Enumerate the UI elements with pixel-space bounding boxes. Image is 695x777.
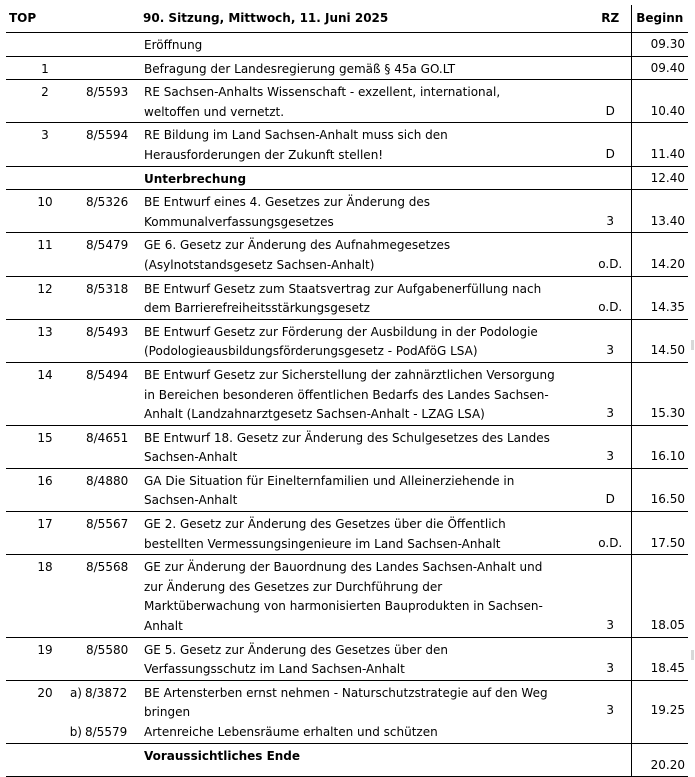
item-line: Kommunalverfassungsgesetzes	[144, 214, 334, 229]
item-line: GE 6. Gesetz zur Änderung des Aufnahmegesetzes	[144, 238, 451, 253]
begin-time: 12.40	[631, 166, 688, 190]
agenda-row	[6, 319, 688, 362]
item-line: weltoffen und vernetzt.	[144, 104, 285, 119]
item-line: Marktüberwachung von harmonisierten Bauprodukten in Sachsen-	[144, 599, 543, 614]
top-number: 14	[6, 362, 84, 425]
rz-value: o.D.	[590, 276, 631, 319]
item-line: Verfassungsschutz im Land Sachsen-Anhalt	[144, 662, 405, 677]
rz-value: 3	[590, 319, 631, 362]
agenda-item-text	[140, 319, 590, 362]
agenda-row	[6, 56, 688, 80]
top-number: 15	[6, 425, 84, 468]
header-rz: RZ	[590, 5, 631, 33]
agenda-item-text	[140, 637, 590, 680]
item-line: GE zur Änderung der Bauordnung des Landes Sachsen-Anhalt und	[144, 560, 543, 575]
begin-time: 16.50	[631, 468, 688, 511]
begin-time: 15.30	[631, 362, 688, 425]
agenda-row	[6, 425, 688, 468]
drucksache-number	[84, 166, 140, 190]
agenda-row	[6, 123, 688, 166]
drucksache-number: 8/5567	[84, 512, 140, 555]
drucksache-number: 8/5593	[84, 80, 140, 123]
agenda-row	[6, 362, 688, 425]
top-number: 20	[6, 680, 84, 743]
rz-value: 3	[590, 555, 631, 637]
agenda-row	[6, 33, 688, 57]
begin-time: 10.40	[631, 80, 688, 123]
agenda-row-top-20	[6, 680, 688, 743]
drucksache-number: 8/5594	[84, 123, 140, 166]
rz-value: o.D.	[590, 512, 631, 555]
agenda-table	[6, 5, 688, 777]
item-line: Befragung der Landesregierung gemäß § 45a GO.LT	[144, 61, 456, 76]
rz-value	[590, 166, 631, 190]
agenda-row	[6, 637, 688, 680]
begin-time: 13.40	[631, 190, 688, 233]
item-line: GE 5. Gesetz zur Änderung des Gesetzes über den	[144, 642, 448, 657]
agenda-row	[6, 233, 688, 276]
item-line: BE Artensterben ernst nehmen - Naturschutzstrategie auf den Weg	[144, 685, 548, 700]
agenda-item-text	[140, 680, 590, 743]
item-line: Anhalt (Landzahnarztgesetz Sachsen-Anhalt - LZAG LSA)	[144, 407, 485, 422]
drucksache-number: 8/5568	[84, 555, 140, 637]
item-line: Anhalt	[144, 619, 183, 634]
sub-item-label: a)	[69, 685, 82, 700]
rz-value: 3	[590, 425, 631, 468]
agenda-body	[6, 33, 688, 777]
item-line: zur Änderung des Gesetzes zur Durchführung der	[144, 579, 443, 594]
agenda-row	[6, 276, 688, 319]
rz-value: D	[590, 123, 631, 166]
sub-item-label: b)	[69, 725, 82, 739]
rz-value: 3	[590, 190, 631, 233]
agenda-row	[6, 555, 688, 637]
rz-value: D	[590, 80, 631, 123]
item-line: Artenreiche Lebensräume erhalten und schützen	[144, 725, 438, 739]
begin-time: 14.20	[631, 233, 688, 276]
drucksache-number: 8/5579	[85, 725, 128, 739]
top-number: 11	[6, 233, 84, 276]
drucksache-number: 8/4651	[84, 425, 140, 468]
begin-time: 19.25	[631, 680, 688, 743]
top-number: 16	[6, 468, 84, 511]
drucksache-number: 8/5318	[84, 276, 140, 319]
item-line: dem Barrierefreiheitsstärkungsgesetz	[144, 301, 370, 316]
rz-value	[590, 56, 631, 80]
begin-time: 17.50	[631, 512, 688, 555]
item-line: GE 2. Gesetz zur Änderung des Gesetzes über die Öffentlich	[144, 517, 506, 532]
item-line: bringen	[144, 705, 191, 720]
agenda-row	[6, 468, 688, 511]
header-row	[6, 5, 688, 33]
item-line: BE Entwurf eines 4. Gesetzes zur Änderung des	[144, 195, 431, 210]
rz-value: D	[590, 468, 631, 511]
item-line: (Podologieausbildungsförderungsgesetz - PodAföG LSA)	[144, 344, 478, 359]
agenda-row	[6, 190, 688, 233]
item-line: BE Entwurf Gesetz zum Staatsvertrag zur Aufgabenerfüllung nach	[144, 281, 542, 296]
session-title: 90. Sitzung, Mittwoch, 11. Juni 2025	[140, 5, 590, 33]
drucksache-number: 8/5580	[84, 637, 140, 680]
agenda-item-text	[140, 166, 590, 190]
begin-time: 11.40	[631, 123, 688, 166]
item-line: (Asylnotstandsgesetz Sachsen-Anhalt)	[144, 257, 375, 272]
agenda-item-text	[140, 362, 590, 425]
top-number: 3	[6, 123, 84, 166]
drucksache-number: 8/5493	[84, 319, 140, 362]
scroll-marker	[691, 650, 694, 660]
top-number: 2	[6, 80, 84, 123]
agenda-item-text	[140, 190, 590, 233]
begin-time: 18.45	[631, 637, 688, 680]
begin-time: 14.35	[631, 276, 688, 319]
item-line: Unterbrechung	[144, 171, 247, 186]
agenda-item-text	[140, 233, 590, 276]
item-line: Herausforderungen der Zukunft stellen!	[144, 147, 384, 162]
top-number: 19	[6, 637, 84, 680]
drucksache-number: 8/3872	[85, 685, 128, 700]
end-row	[6, 743, 688, 777]
drucksache-number: 8/4880	[84, 468, 140, 511]
drucksache-number: 8/5479	[84, 233, 140, 276]
top-number: 13	[6, 319, 84, 362]
drucksache-number	[84, 33, 140, 57]
item-line: in Bereichen besonderen öffentlichen Bedarfs des Landes Sachsen-	[144, 387, 549, 402]
rz-value: 3	[590, 362, 631, 425]
agenda-item-text	[140, 468, 590, 511]
begin-time: 18.05	[631, 555, 688, 637]
header-top: TOP	[6, 5, 84, 33]
item-line: RE Sachsen-Anhalts Wissenschaft - exzellent, international,	[144, 85, 501, 100]
agenda-item-text	[140, 123, 590, 166]
item-line: Eröffnung	[144, 38, 203, 52]
agenda-item-text	[140, 80, 590, 123]
top-number: 1	[6, 56, 84, 80]
rz-value: 3	[590, 680, 631, 743]
item-line: RE Bildung im Land Sachsen-Anhalt muss sich den	[144, 128, 448, 143]
agenda-item-text	[140, 276, 590, 319]
agenda-row	[6, 512, 688, 555]
end-label: Voraussichtliches Ende	[140, 743, 590, 777]
scroll-marker	[691, 340, 694, 350]
item-line: bestellten Vermessungsingenieure im Land Sachsen-Anhalt	[144, 536, 501, 551]
item-line: BE Entwurf 18. Gesetz zur Änderung des Schulgesetzes des Landes	[144, 430, 550, 445]
end-time: 20.20	[631, 743, 688, 777]
begin-time: 09.30	[631, 33, 688, 57]
agenda-item-text	[140, 56, 590, 80]
header-begin: Beginn	[631, 5, 688, 33]
begin-time: 09.40	[631, 56, 688, 80]
item-line: GA Die Situation für Einelternfamilien und Alleinerziehende in	[144, 473, 515, 488]
agenda-row	[6, 80, 688, 123]
agenda-item-text	[140, 512, 590, 555]
item-line: Sachsen-Anhalt	[144, 450, 238, 465]
rz-value	[590, 33, 631, 57]
item-line: BE Entwurf Gesetz zur Förderung der Ausbildung in der Podologie	[144, 324, 538, 339]
begin-time: 16.10	[631, 425, 688, 468]
item-line: Sachsen-Anhalt	[144, 493, 238, 508]
drucksache-number: 8/5494	[84, 362, 140, 425]
top-number: 10	[6, 190, 84, 233]
rz-value: 3	[590, 637, 631, 680]
drucksache-number	[84, 56, 140, 80]
drucksache-number: 8/5326	[84, 190, 140, 233]
agenda-item-text	[140, 425, 590, 468]
top-number: 12	[6, 276, 84, 319]
top-number	[6, 33, 84, 57]
top-number: 18	[6, 555, 84, 637]
top-number	[6, 166, 84, 190]
begin-time: 14.50	[631, 319, 688, 362]
drucksache-cell	[69, 680, 140, 743]
item-line: BE Entwurf Gesetz zur Sicherstellung der zahnärztlichen Versorgung	[144, 367, 555, 382]
agenda-item-text	[140, 33, 590, 57]
rz-value: o.D.	[590, 233, 631, 276]
top-number: 17	[6, 512, 84, 555]
agenda-item-text	[140, 555, 590, 637]
agenda-row	[6, 166, 688, 190]
